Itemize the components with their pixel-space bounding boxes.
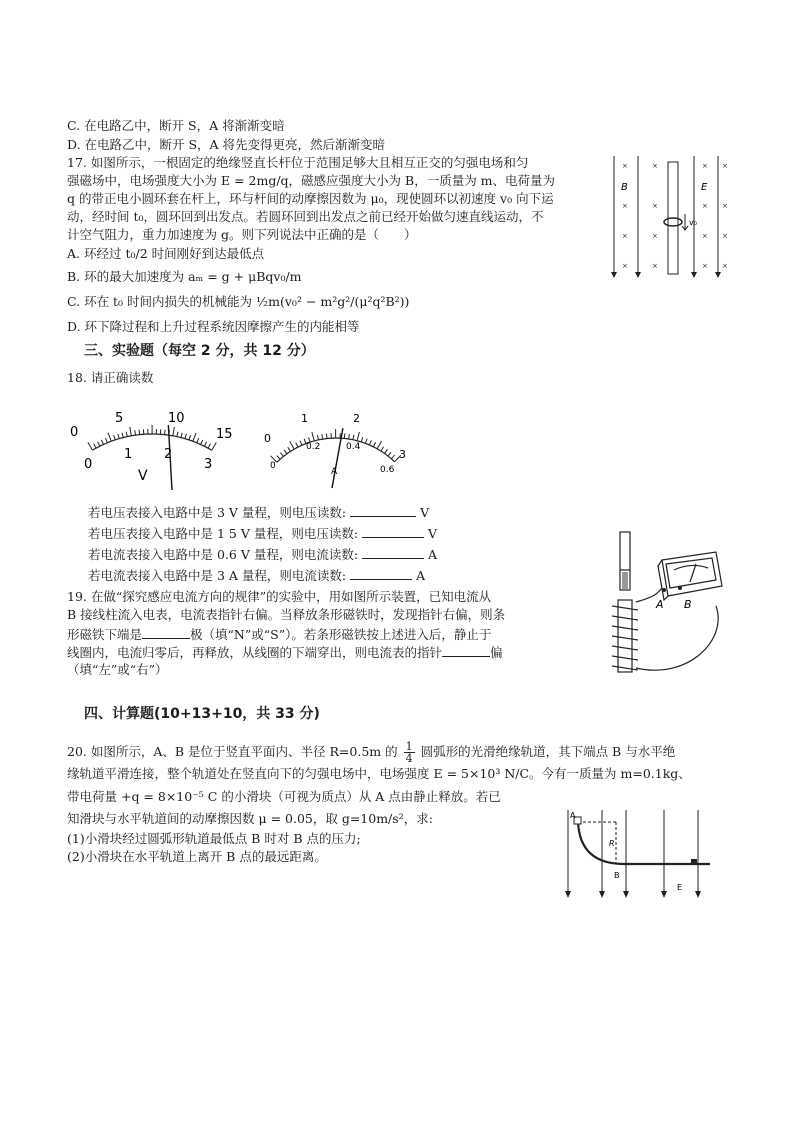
svg-text:×: ×: [622, 162, 628, 170]
amm-tick: [377, 441, 381, 449]
amm-tick: [365, 439, 367, 444]
svg-text:×: ×: [702, 262, 708, 270]
volt-tick: [94, 444, 96, 448]
terminal-b-icon: [678, 586, 682, 590]
section-3-title: 三、实验题（每空 2 分，共 12 分）: [84, 343, 315, 359]
q17-option-a: A. 环经过 t₀/2 时间刚好到达最低点: [67, 246, 265, 261]
amm-tick: [280, 453, 283, 457]
ammeter-bottom-0-4: 0.4: [346, 442, 361, 452]
ammeter-unit: A: [331, 467, 338, 477]
q20-line5: (1)小滑块经过圆弧形轨道最低点 B 时对 B 点的压力;: [67, 831, 361, 846]
amm-tick: [322, 434, 323, 439]
ammeter-bottom-0-2: 0.2: [306, 442, 321, 452]
q19-fig-label-b: B: [684, 598, 692, 611]
q20-line1: 20. 如图所示，A、B 是位于竖直平面内、半径 R=0.5m 的 $\frac{1}{4}$ 圆弧形的光滑绝缘轨道，其下端点 B 与水平绝: [67, 740, 676, 765]
svg-text:×: ×: [722, 262, 728, 270]
q20-line2: 缘轨道平滑连接，整个轨道处在竖直向下的匀强电场中，电场强度 E = 5×10³ N/C。今有一质量为 m=0.1kg、: [67, 766, 691, 781]
volt-tick: [122, 433, 123, 438]
voltmeter-bottom-3: 3: [204, 457, 213, 472]
q17-option-c: C. 环在 t₀ 时间内损失的机械能为 ½m(v₀² − m²g²/(μ²q²B²)): [67, 294, 410, 309]
q17-line5: 计空气阻力，重力加速度为 g。则下列说法中正确的是（ ）: [67, 227, 417, 242]
voltmeter-unit: V: [138, 468, 148, 484]
q17-field-figure: [608, 150, 736, 280]
svg-text:×: ×: [722, 232, 728, 240]
amm-tick: [369, 440, 371, 445]
volt-tick: [181, 433, 182, 438]
voltmeter-top-15: 15: [216, 427, 233, 442]
volt-tick: [105, 438, 107, 443]
q19-line2: B 接线柱流入电表，电流表指针右偏。当释放条形磁铁时，发现指针右偏，则条: [67, 607, 506, 622]
amm-tick: [300, 441, 302, 446]
svg-text:×: ×: [702, 232, 708, 240]
amm-tick: [353, 435, 354, 440]
volt-tick: [135, 430, 136, 435]
ammeter-top-2: 2: [353, 412, 360, 425]
volt-tick: [139, 430, 140, 435]
volt-tick: [126, 432, 127, 437]
voltmeter-bottom-2: 2: [164, 447, 173, 462]
volt-tick: [212, 442, 217, 450]
ammeter-bottom-0-6: 0.6: [380, 465, 395, 475]
volt-tick: [118, 434, 119, 439]
volt-tick: [177, 432, 178, 437]
q20-fig-label-a: A: [570, 811, 576, 820]
voltmeter-bottom-0: 0: [84, 457, 93, 472]
section-4-title: 四、计算题(10+13+10，共 33 分): [84, 706, 320, 722]
q18-line3: 若电流表接入电路中是 0.6 V 量程，则电流读数: A: [88, 547, 438, 562]
voltmeter-bottom-1: 1: [124, 447, 133, 462]
amm-tick: [284, 450, 287, 454]
q17-line1: 17. 如图所示，一根固定的绝缘竖直长杆位于范围足够大且相互正交的匀强电场和匀: [67, 155, 529, 170]
svg-text:×: ×: [622, 202, 628, 210]
q17-line2: 强磁场中，电场强度大小为 E = 2mg/q，磁感应强度大小为 B，一质量为 m、电荷量为: [67, 173, 556, 188]
q20-line4: 知滑块与水平轨道间的动摩擦因数 μ = 0.05，取 g=10m/s²，求:: [67, 811, 433, 826]
amm-tick: [290, 441, 294, 449]
volt-tick: [88, 442, 93, 450]
ammeter-top-0: 0: [264, 432, 271, 445]
amm-tick: [361, 437, 363, 442]
svg-text:×: ×: [702, 162, 708, 170]
amm-tick: [385, 449, 388, 453]
q20-fig-label-b: B: [614, 871, 620, 880]
ammeter-bottom-0: 0: [270, 461, 276, 471]
ammeter-top-1: 1: [301, 412, 308, 425]
amm-tick: [357, 432, 359, 441]
q17-fig-label-e: E: [701, 182, 708, 193]
amm-tick: [388, 452, 391, 456]
voltmeter-dial: [60, 402, 245, 490]
svg-text:×: ×: [652, 232, 658, 240]
q19-line4: 线圈内，电流归零后，再释放，从线圈的下端穿出，则电流表的指针 偏: [67, 645, 503, 660]
amm-tick: [312, 432, 314, 441]
svg-text:×: ×: [622, 232, 628, 240]
q18-line1: 若电压表接入电路中是 3 V 量程，则电压读数: V: [88, 505, 430, 520]
amm-tick: [349, 434, 350, 439]
volt-tick: [201, 440, 203, 445]
volt-tick: [193, 433, 196, 441]
amm-tick: [277, 456, 280, 460]
q19-fig-label-a: A: [656, 598, 664, 611]
volt-tick: [165, 430, 166, 435]
amm-tick: [373, 442, 375, 446]
volt-tick: [189, 435, 191, 440]
q20-line6: (2)小滑块在水平轨道上离开 B 点的最远距离。: [67, 849, 327, 864]
volt-tick: [208, 444, 210, 448]
volt-tick: [98, 442, 100, 446]
amm-tick: [288, 447, 291, 451]
q16-option-d: D. 在电路乙中，断开 S，A 将先变得更亮，然后渐渐变暗: [67, 137, 386, 152]
svg-text:×: ×: [652, 162, 658, 170]
ammeter-needle: [332, 428, 343, 488]
q17-option-b: B. 环的最大加速度为 aₘ = g + μBqv₀/m: [67, 269, 302, 284]
q20-fraction: $\frac{1}{4}$: [405, 740, 413, 765]
q19-line3: 形磁铁下端是 极（填“N”或“S”）。若条形磁铁按上述进入后，静止于: [67, 627, 492, 642]
q18-line4: 若电流表接入电路中是 3 A 量程，则电流读数: A: [88, 568, 426, 583]
q19-line5: （填“左”或“右”）: [67, 662, 168, 677]
q20-track-figure: [560, 808, 720, 900]
volt-tick: [130, 427, 132, 436]
q20-fig-label-r: R: [609, 839, 615, 848]
svg-text:×: ×: [652, 202, 658, 210]
volt-tick: [185, 434, 186, 439]
volt-tick: [108, 433, 111, 441]
volt-tick: [173, 427, 175, 436]
svg-text:×: ×: [722, 162, 728, 170]
terminal-a-icon: [662, 588, 666, 592]
svg-text:×: ×: [652, 262, 658, 270]
q17-line3: q 的带正电小圆环套在杆上，环与杆间的动摩擦因数为 μ₀，现使圆环以初速度 v₀ 向下运: [67, 191, 554, 206]
q18-title: 18. 请正确读数: [67, 370, 154, 385]
amm-tick: [391, 455, 394, 459]
q20-fig-label-e: E: [677, 883, 683, 892]
volt-tick: [101, 440, 103, 445]
q18-line2: 若电压表接入电路中是 1 5 V 量程，则电压读数: V: [88, 526, 438, 541]
amm-tick: [381, 447, 384, 451]
volt-tick: [204, 442, 206, 446]
q17-option-d: D. 环下降过程和上升过程系统因摩擦产生的内能相等: [67, 319, 360, 334]
galvanometer-body: [662, 552, 722, 596]
voltmeter-top-5: 5: [115, 411, 124, 426]
svg-text:×: ×: [622, 262, 628, 270]
volt-tick: [197, 438, 199, 443]
q20-line3: 带电荷量 +q = 8×10⁻⁵ C 的小滑块（可视为质点）从 A 点由静止释放。若已: [67, 789, 501, 804]
amm-tick: [317, 435, 318, 440]
volt-tick: [114, 435, 116, 440]
ammeter-dial: [258, 402, 418, 490]
q17-fig-label-v0: v₀: [689, 218, 697, 227]
voltmeter-top-10: 10: [168, 411, 185, 426]
svg-text:×: ×: [702, 202, 708, 210]
svg-text:×: ×: [722, 202, 728, 210]
ammeter-top-3: 3: [399, 448, 406, 461]
voltmeter-top-0: 0: [70, 425, 79, 440]
q16-option-c: C. 在电路乙中，断开 S，A 将渐渐变暗: [67, 118, 285, 133]
q17-fig-label-b: B: [621, 182, 628, 193]
q19-apparatus-figure: [598, 530, 738, 680]
q17-line4: 动，经时间 t₀，圆环回到出发点。若圆环回到出发点之前已经开始做匀速直线运动，不: [67, 209, 544, 224]
q19-line1: 19. 在做“探究感应电流方向的规律”的实验中，用如图所示装置，已知电流从: [67, 589, 492, 604]
amm-tick: [326, 434, 327, 439]
amm-tick: [296, 443, 298, 447]
